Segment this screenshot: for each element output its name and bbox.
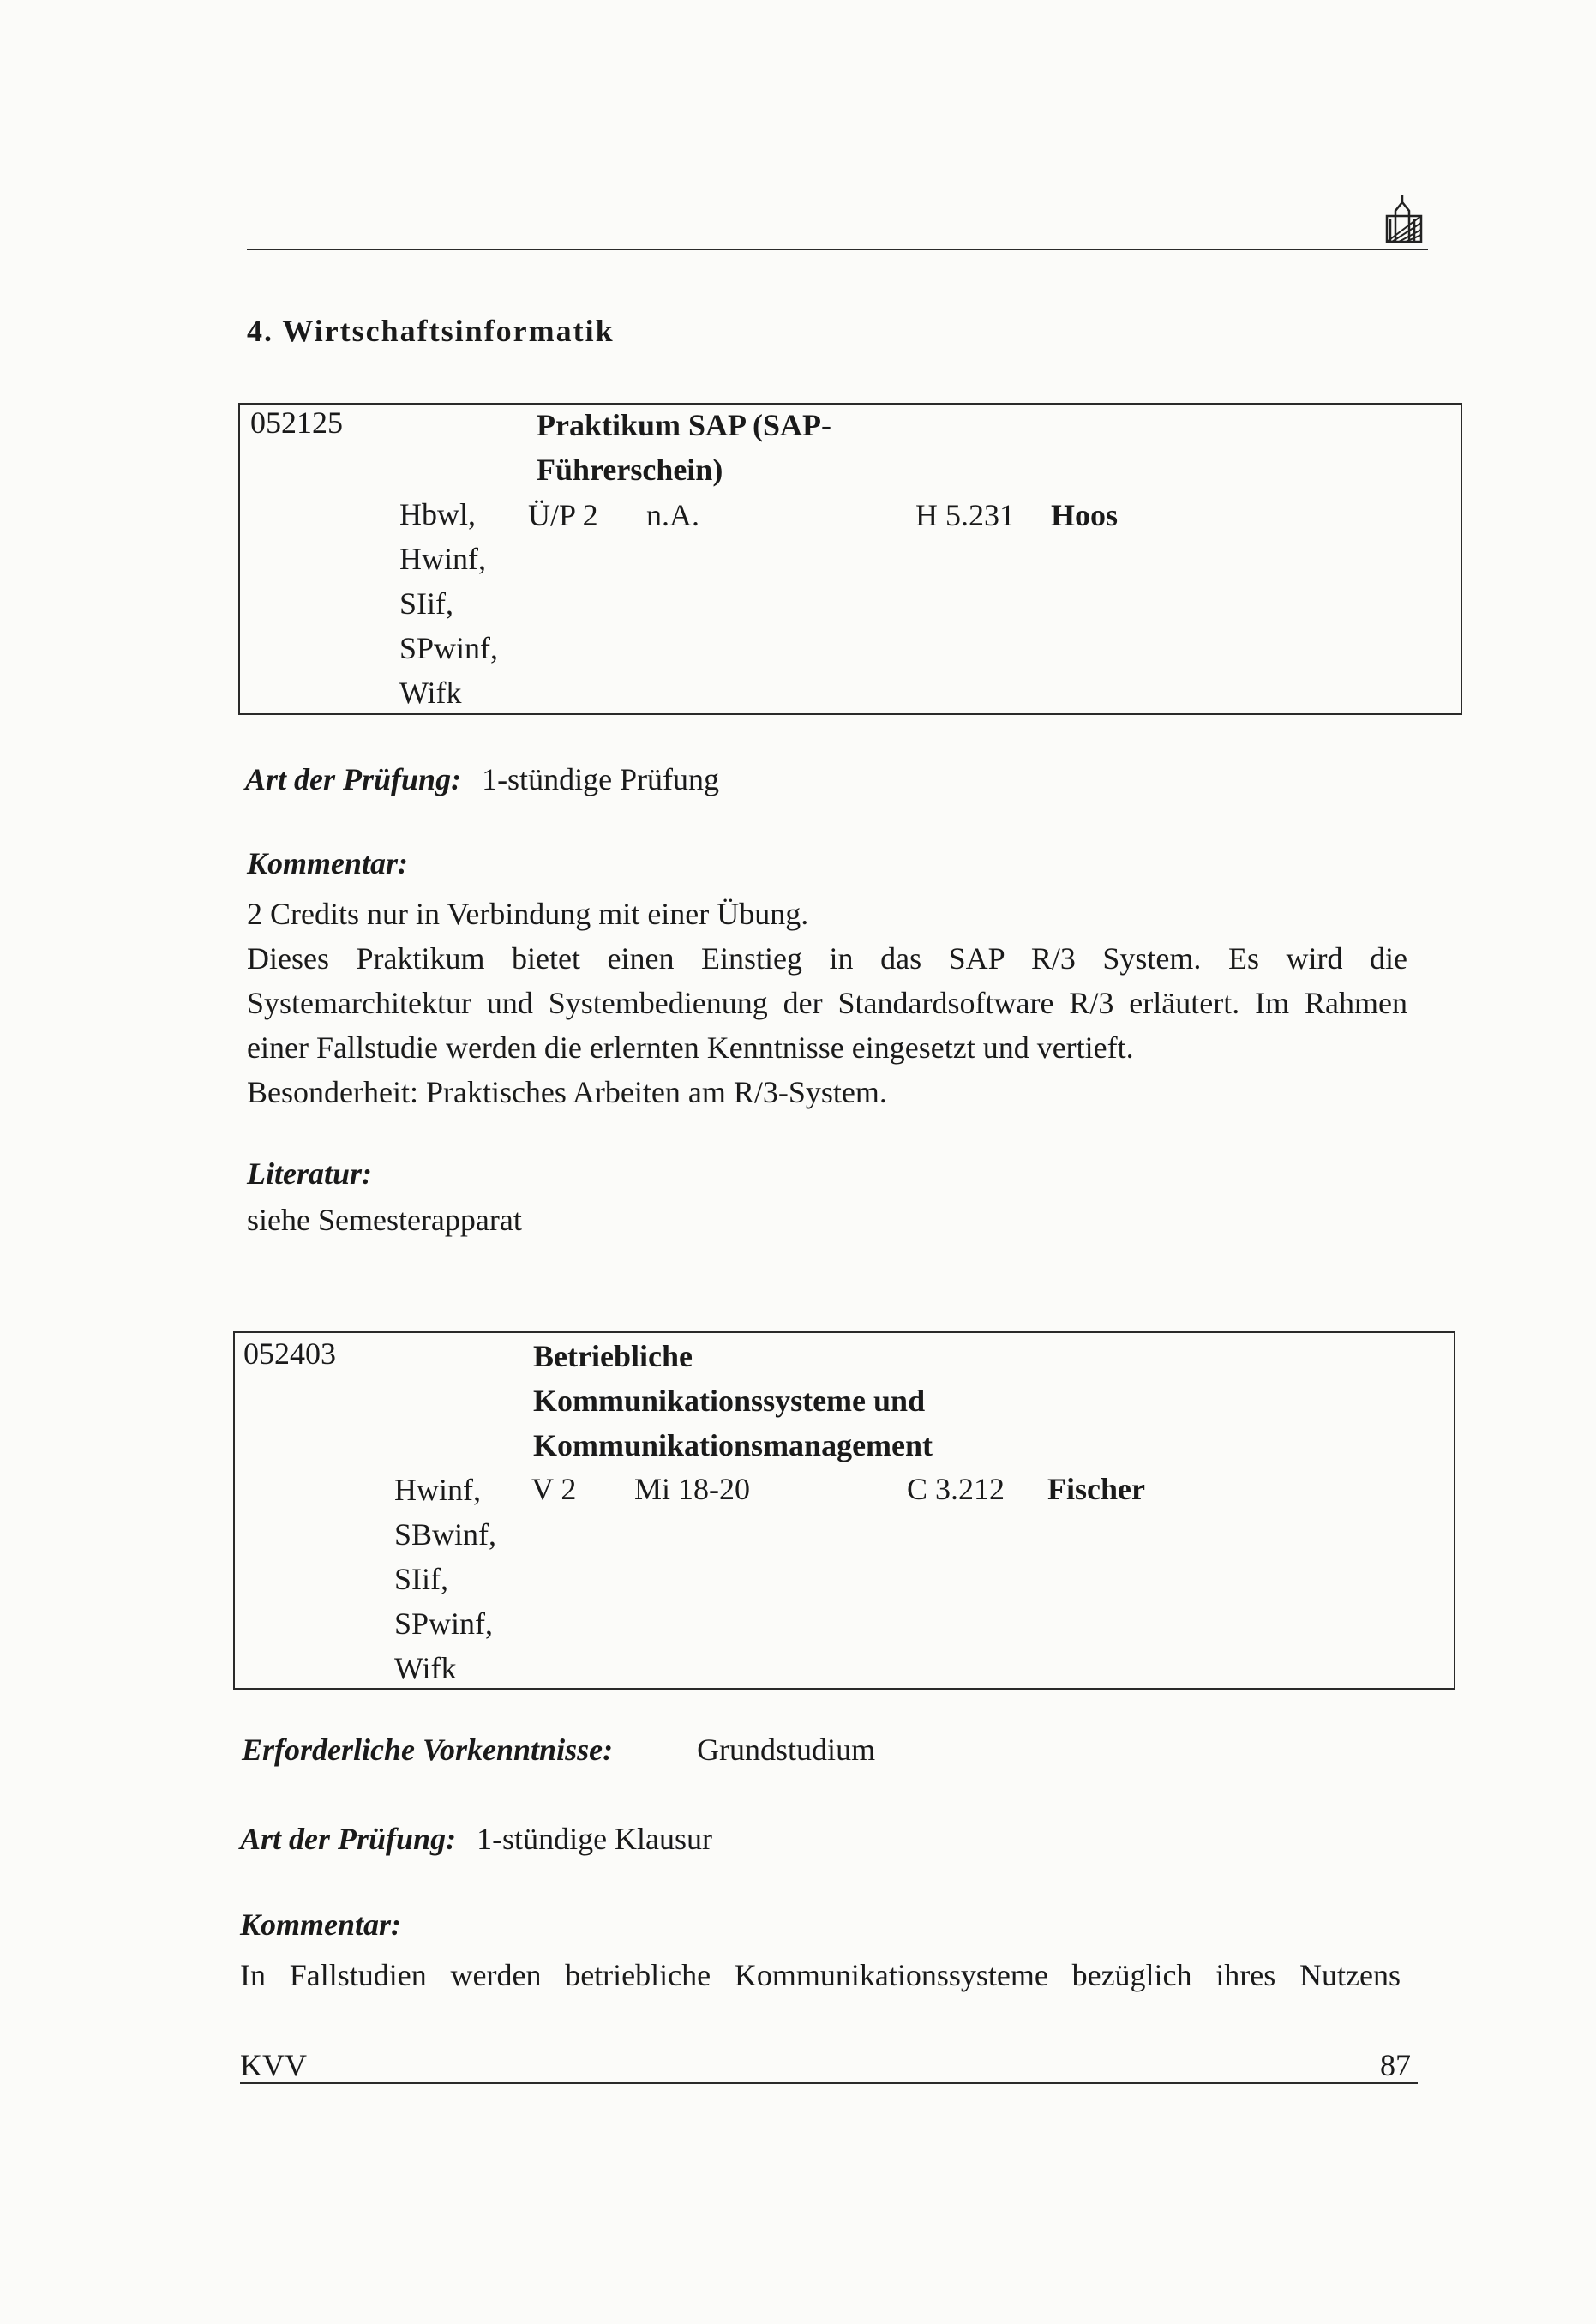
pruefung-value: 1-stündige Klausur (477, 1822, 713, 1856)
course-title-line: Betriebliche (533, 1339, 693, 1373)
course-type: V 2 (531, 1472, 577, 1506)
course-title-line: Praktikum SAP (SAP- (537, 408, 832, 442)
university-logo-icon (1383, 194, 1425, 243)
kommentar-label: Kommentar: (247, 846, 409, 880)
kommentar-text (247, 892, 1407, 1114)
course-lecturer: Fischer (1047, 1472, 1145, 1506)
footer-rule (240, 2082, 1418, 2084)
course-title (533, 1334, 933, 1468)
course-time: n.A. (646, 498, 699, 532)
program-item: Wifk (394, 1651, 457, 1685)
program-item: Hwinf, (399, 542, 486, 576)
program-item: SPwinf, (394, 1606, 494, 1641)
program-item: Hwinf, (394, 1473, 481, 1507)
kommentar-label: Kommentar: (240, 1907, 402, 1942)
page-number: 87 (1380, 2048, 1411, 2082)
program-list (399, 492, 498, 715)
program-list (394, 1468, 496, 1690)
course-title-line: Kommunikationssysteme und (533, 1384, 926, 1418)
header-rule (247, 249, 1428, 250)
course-number: 052403 (243, 1336, 336, 1371)
course-type: Ü/P 2 (528, 498, 598, 532)
program-item: SPwinf, (399, 631, 499, 665)
section-title: 4. Wirtschaftsinformatik (247, 314, 615, 348)
course-title-line: Kommunikationsmanagement (533, 1428, 933, 1462)
pruefung-label: Art der Prüfung: (245, 762, 462, 796)
course-time: Mi 18-20 (634, 1472, 750, 1506)
vorkenntnisse-row (242, 1732, 875, 1768)
course-room: C 3.212 (907, 1472, 1005, 1506)
course-lecturer: Hoos (1051, 498, 1119, 532)
vorkenntnisse-label: Erforderliche Vorkenntnisse: (242, 1732, 614, 1767)
kommentar-line: 2 Credits nur in Verbindung mit einer Übung. (247, 897, 809, 931)
pruefung-row (245, 761, 719, 797)
kommentar-line: Dieses Praktikum bietet einen Einstieg in das SAP R/3 System. Es wird die Systemarchitektur und Systembedienung der Standardsoftware R/3 erläutert. Im Rahmen einer Fallstudie werden die erlernten Kenntnisse eingesetzt und vertieft. (247, 941, 1407, 1065)
program-item: SBwinf, (394, 1517, 497, 1552)
program-item: SIif, (394, 1562, 448, 1596)
program-item: Wifk (399, 676, 462, 710)
literatur-value: siehe Semesterapparat (247, 1203, 522, 1237)
pruefung-label: Art der Prüfung: (240, 1822, 457, 1856)
kommentar-text (240, 1953, 1401, 1997)
program-item: SIif, (399, 586, 453, 621)
course-title (537, 403, 831, 492)
program-item: Hbwl, (399, 497, 476, 531)
footer-label: KVV (240, 2048, 307, 2082)
course-title-line: Führerschein) (537, 453, 723, 487)
kommentar-line: Besonderheit: Praktisches Arbeiten am R/3-System. (247, 1075, 887, 1109)
pruefung-row (240, 1821, 712, 1857)
vorkenntnisse-value: Grundstudium (697, 1732, 876, 1767)
course-number: 052125 (250, 405, 343, 440)
course-room: H 5.231 (915, 498, 1015, 532)
pruefung-value: 1-stündige Prüfung (482, 762, 720, 796)
kommentar-line: In Fallstudien werden betriebliche Kommunikationssysteme bezüglich ihres Nutzens (240, 1958, 1401, 1992)
literatur-label: Literatur: (247, 1156, 373, 1191)
